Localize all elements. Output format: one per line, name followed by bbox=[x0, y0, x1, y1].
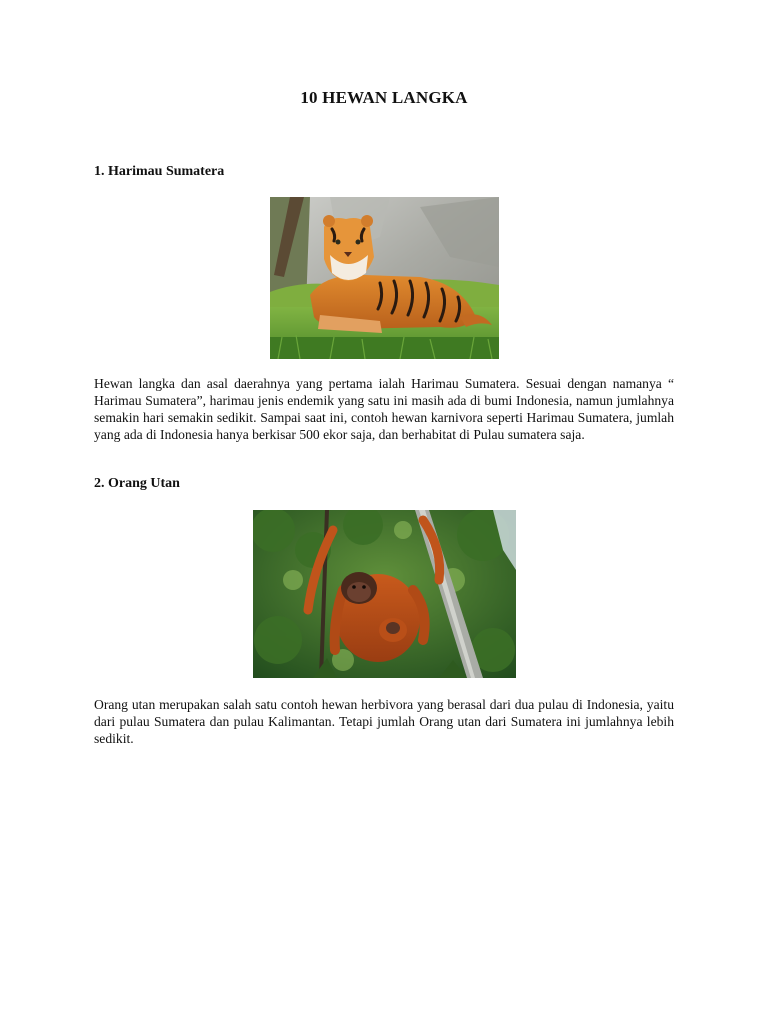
section-paragraph-harimau-sumatera: Hewan langka dan asal daerahnya yang pertama ialah Harimau Sumatera. Sesuai dengan namanya “ Harimau Sumatera”, harimau jenis endemik yang satu ini masih ada di bumi Indonesia, namun jumlahnya semakin hari semakin sedikit. Sampai saat ini, contoh hewan karnivora seperti Harimau Sumatera, jumlah yang ada di Indonesia hanya berkisar 500 ekor saja, dan berhabitat di Pulau sumatera saja. bbox=[94, 376, 674, 442]
document-title: 10 HEWAN LANGKA bbox=[300, 88, 468, 107]
section-heading-harimau-sumatera: 1. Harimau Sumatera bbox=[94, 164, 225, 179]
tiger-photo bbox=[270, 197, 499, 359]
section-paragraph-orang-utan: Orang utan merupakan salah satu contoh hewan herbivora yang berasal dari dua pulau di Indonesia, yaitu dari pulau Sumatera dan pulau Kalimantan. Tetapi jumlah Orang utan dari Sumatera ini jumlahnya lebih sedikit. bbox=[94, 697, 674, 746]
section-heading-orang-utan: 2. Orang Utan bbox=[94, 476, 180, 491]
orangutan-photo bbox=[253, 510, 516, 678]
